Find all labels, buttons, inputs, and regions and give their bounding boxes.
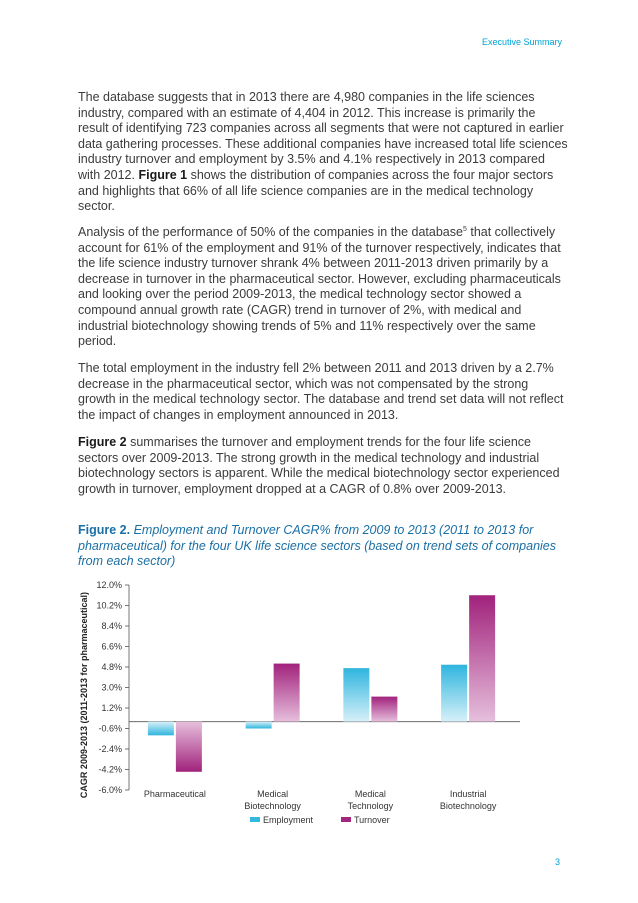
y-tick-label: 8.4% — [101, 621, 122, 631]
x-category-label-line: Pharmaceutical — [143, 789, 206, 799]
bar-turnover-medical-technology — [371, 697, 397, 722]
x-category-label — [348, 789, 394, 811]
bar-turnover-pharmaceutical — [176, 722, 202, 772]
bar-turnover-industrial-biotechnology — [469, 595, 495, 721]
x-category-label — [244, 789, 301, 811]
y-tick-label: 6.6% — [101, 641, 122, 652]
y-tick-label: -0.6% — [98, 723, 122, 734]
paragraph-4-text: summarises the turnover and employment trends for the four life science sectors over 2009-2013. The strong growth in the medical technology and industrial biotechnology sectors is apparent. While the medical biotechnology sector experienced growth in turnover, employment dropped at a CAGR of 0.8% over 2009-2013. — [78, 435, 560, 496]
chart-y-axis-label: CAGR 2009-2013 (2011-2013 for pharmaceutical) — [79, 591, 89, 799]
bar-employment-industrial-biotechnology — [441, 665, 467, 722]
paragraph-1-text-b: shows the distribution of companies across the four major sectors and highlights that 66% of all life science companies are in the medical technology sector. — [78, 167, 554, 214]
legend-label-turnover: Turnover — [354, 815, 390, 825]
y-tick-label: 10.2% — [96, 600, 122, 611]
running-header: Executive Summary — [481, 37, 562, 47]
y-tick-label: -2.4% — [98, 744, 122, 754]
y-tick-label: 3.0% — [101, 682, 122, 693]
legend-swatch-employment — [250, 817, 260, 822]
bar-employment-medical-biotechnology — [246, 722, 272, 729]
page-number: 3 — [554, 857, 560, 867]
figure-caption-label: Figure 2. — [78, 523, 131, 537]
x-category-label-line: Industrial — [449, 789, 487, 799]
paragraph-3: The total employment in the industry fell 2% between 2011 and 2013 driven by a 2.7% decrease in the pharmaceutical sector, which was not compensated by the strong growth in the medical technology sector. The database and trend set data will not reflect the impact of changes in employment announced in 2013. — [78, 361, 564, 422]
x-category-label-line: Biotechnology — [244, 801, 301, 811]
y-tick-label: 12.0% — [96, 580, 122, 590]
footnote-marker: 5 — [462, 225, 467, 233]
x-category-label-line: Biotechnology — [439, 801, 497, 811]
legend-swatch-turnover — [341, 817, 351, 822]
paragraph-2-text-a: Analysis of the performance of 50% of the companies in the database — [78, 225, 463, 239]
legend-label-employment: Employment — [263, 815, 314, 825]
bar-employment-pharmaceutical — [148, 722, 174, 736]
figure-1-reference: Figure 1 — [138, 167, 188, 182]
x-category-label-line: Medical — [354, 789, 386, 799]
y-tick-label: 4.8% — [101, 662, 122, 672]
x-category-label — [144, 789, 206, 799]
x-category-label-line: Technology — [347, 801, 394, 811]
bar-employment-medical-technology — [343, 668, 369, 722]
bar-turnover-medical-biotechnology — [274, 664, 300, 722]
figure-2-reference: Figure 2 — [78, 435, 127, 449]
paragraph-1-text-a: The database suggests that in 2013 there are 4,980 companies in the life sciences industry, compared with an estimate of 4,404 in 2012. This increase is primarily the result of identifying 723 companies across all segments that were not captured in earlier data gathering processes. These additional companies have increased total life sciences industry turnover and employment by 3.5% and 4.1% respectively in 2013 compared with 2012. — [78, 90, 568, 182]
y-tick-label: -4.2% — [98, 764, 122, 775]
x-category-label — [440, 789, 497, 811]
figure-caption-text: Employment and Turnover CAGR% from 2009 to 2013 (2011 to 2013 for pharmaceutical) for the four UK life science sectors (based on trend sets of companies from each sector) — [78, 523, 557, 569]
paragraph-2-text-b: that collectively account for 61% of the employment and 91% of the turnover respectively, indicates that the life science industry turnover shrank 4% between 2011-2013 driven primarily by a decrease in turnover in the pharmaceutical sector. However, excluding pharmaceuticals and looking over the period 2009-2013, the medical technology sector showed a compound annual growth rate (CAGR) trend in turnover of 2%, with medical and industrial biotechnology showing trends of 5% and 11% respectively over the same period. — [78, 225, 561, 349]
y-tick-label: -6.0% — [98, 785, 122, 795]
x-category-label-line: Medical — [257, 789, 289, 799]
y-tick-label: 1.2% — [101, 703, 122, 713]
